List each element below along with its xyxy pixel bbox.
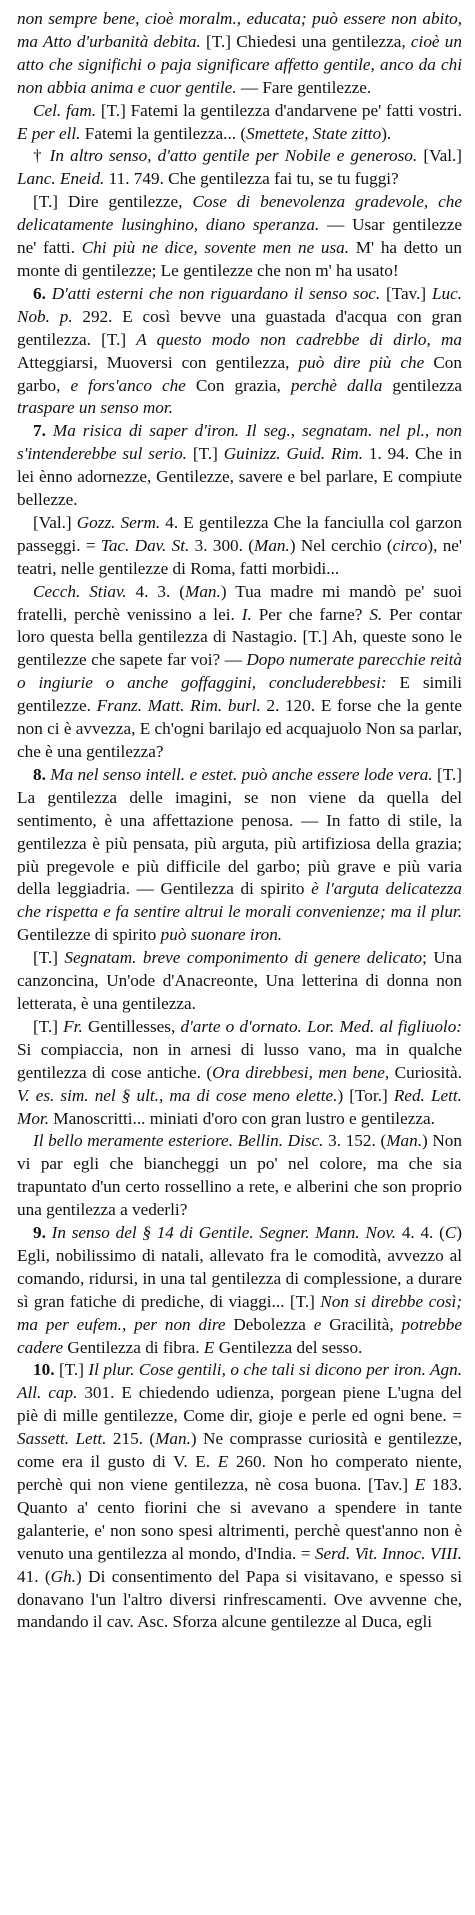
text-run: Con grazia, <box>185 375 291 395</box>
italic-text: cioè un atto che significhi o paja significare affetto gentile, anco da chi non abbia anima e cuor gentile. <box>17 31 462 97</box>
italic-text: è l'arguta delicatezza che rispetta e fa sentire altrui le morali convenienze; ma il plur. <box>17 879 463 922</box>
text-run: 4. 3. ( <box>126 581 185 601</box>
text-run: [Val.] <box>417 146 463 166</box>
italic-text: può suonare iron. <box>160 925 283 945</box>
italic-text: Il plur. Cose gentili, o che tali si dicono per iron. Agn. All. cap. <box>17 1360 463 1403</box>
text-run: Atteggiarsi, Muoversi con gentilezza, <box>17 352 299 372</box>
entry-paragraph <box>17 8 462 100</box>
text-run: 4. 4. ( <box>396 1223 445 1243</box>
text-run: ) Egli, nobilissimo di natali, allevato fra le comodità, avvezzo al comando, ridursi, in una tal gentilezza di complessione, a durare sì gran fatiche di prediche, di viaggi... [T.] <box>17 1223 463 1311</box>
text-run: Debolezza <box>225 1314 314 1334</box>
section-number: 8. <box>33 764 51 784</box>
text-run: † <box>33 146 50 166</box>
italic-text: Chi più ne dice, sovente men ne usa. <box>81 238 350 258</box>
italic-text: perchè dalla <box>290 375 383 395</box>
italic-text: A questo modo non cadrebbe di dirlo, ma <box>136 329 462 349</box>
text-run: ; Una canzoncina, Un'ode d'Anacreonte, Una letterina di donna non letterata, è una gentilezza. <box>17 948 462 1013</box>
text-run: [T.] <box>186 444 224 464</box>
text-run: ) Di consentimento del Papa si visitavano, e spesso si donavano l'un l'altro diversi rinfrescamenti. Ove avvenne che, mandando il cav. Asc. Sforza alcune gentilezze al Duca, egli <box>17 1566 462 1632</box>
italic-text: circo <box>392 535 428 555</box>
text-run: ) Nel cerchio ( <box>289 535 393 555</box>
italic-text: E <box>414 1475 426 1494</box>
italic-text: Cose di benevolenza gradevole, che delicatamente lusinghino, diano speranza. <box>17 192 462 235</box>
section-number: 6. <box>33 283 52 303</box>
entry-paragraph <box>17 581 462 764</box>
section-number: 9. <box>33 1223 52 1243</box>
text-run: Per che farne? <box>251 604 370 624</box>
italic-text: e <box>313 1314 322 1334</box>
text-run: Con garbo, <box>17 352 462 395</box>
italic-text: Segnatam. breve componimento di genere delicato <box>64 948 423 968</box>
italic-text: Gozz. Serm. <box>76 512 161 532</box>
text-run: ) [Tor.] <box>337 1085 394 1105</box>
entry-paragraph <box>17 512 462 581</box>
text-run: [T.] Chiedesi una gentilezza, <box>200 31 411 51</box>
entry-paragraph <box>17 100 462 146</box>
text-run: 183. Quanto a' cento fiorini che si avevano a spendere in tante galanterie, e' non sono spesi altrimenti, perchè quest'anno non è venuto una gentilezza al mondo, d'India. = <box>17 1475 462 1563</box>
text-run: 260. Non ho comperato niente, perchè qui non viene gentilezza, nè cosa buona. [Tav.] <box>17 1452 463 1494</box>
text-run: 292. E così bevve una guastada d'acqua con gran gentilezza. [T.] <box>17 306 462 349</box>
entry-paragraph <box>17 947 462 1016</box>
text-run: 215. ( <box>106 1429 156 1449</box>
entry-paragraph <box>17 1016 462 1131</box>
italic-text: Cel. fam. <box>33 100 97 120</box>
italic-text: S. <box>369 604 383 624</box>
text-run: ). <box>381 123 392 143</box>
italic-text: Man. <box>155 1429 191 1449</box>
italic-text: Non si direbbe così; ma per eufem., per non dire <box>17 1291 463 1334</box>
text-run: [T.] La gentilezza delle imagini, se non viene da quella del sentimento, è una affettazione penosa. — In fatto di stile, la gentilezza è più pensata, più arguta, più artifiziosa della grazia; più pregevole e più difficile del garbo; più grave e più varia della leggiadria. — Gentilezza di spirito <box>17 764 462 899</box>
italic-text: V. es. sim. nel § ult., ma di cose meno elette. <box>17 1085 338 1105</box>
text-run: gentilezza <box>382 375 462 395</box>
italic-text: Serd. Vit. Innoc. VIII. <box>314 1543 462 1563</box>
italic-text: Fr. <box>63 1016 83 1036</box>
text-run: E simili gentilezze. <box>17 673 462 716</box>
italic-text: Guinizz. Guid. Rim. <box>223 444 363 464</box>
italic-text: I. <box>241 604 252 624</box>
text-run: Gentilezza del sesso. <box>214 1337 363 1357</box>
italic-text: e fors'anco che <box>70 375 186 395</box>
section-7 <box>17 420 462 512</box>
italic-text: E <box>217 1452 229 1472</box>
section-number: 10. <box>33 1360 59 1380</box>
italic-text: potrebbe cadere <box>17 1314 462 1357</box>
italic-text: Man. <box>254 535 290 555</box>
text-run: Si compiaccia, non in arnesi di lusso vano, ma in qualche gentilezza di cose antiche. ( <box>17 1039 462 1082</box>
italic-text: Ora direbbesi, men bene, <box>212 1062 390 1082</box>
text-run: Fatemi la gentilezza... ( <box>80 123 247 143</box>
text-run: Curiosità. <box>389 1062 462 1082</box>
italic-text: Ma risica di saper d'iron. Il seg., segnatam. nel pl., non s'intenderebbe sul serio. <box>17 421 462 464</box>
italic-text: Luc. Nob. p. <box>17 283 463 326</box>
italic-text: Man. <box>185 581 221 601</box>
italic-text: D'atti esterni che non riguardano il senso soc. <box>51 283 381 303</box>
text-run: ) Tua madre mi mandò pe' suoi fratelli, perchè venissino a lei. <box>17 581 462 624</box>
text-run: 3. 300. ( <box>189 535 255 555</box>
text-run: Manoscritti... miniati d'oro con gran lustro e gentilezza. <box>49 1108 435 1128</box>
italic-text: Red. Lett. Mor. <box>17 1085 462 1128</box>
text-run: 41. ( <box>17 1566 51 1586</box>
section-8 <box>17 764 462 947</box>
section-6 <box>17 283 462 420</box>
text-run: [T.] <box>33 1016 64 1036</box>
italic-text: Dopo numerate parecchie reità o ingiurie o anche goffaggini, concluderebbesi: <box>17 650 462 693</box>
text-run: ) Non vi par egli che biancheggi un po' nel colore, ma che sia trapuntato d'un certo rossellino a rete, e alberini che son proprio una gentilezza a vederli? <box>17 1131 462 1220</box>
entry-paragraph <box>17 145 462 191</box>
text-run: [Val.] <box>33 512 77 532</box>
text-run: 11. 749. Che gentilezza fai tu, se tu fuggi? <box>104 169 399 189</box>
text-run: [T.] <box>33 948 65 968</box>
text-run: M' ha detto un monte di gentilezze; Le gentilezze che non m' ha usato! <box>17 238 462 280</box>
text-run: 3. 152. ( <box>323 1131 387 1151</box>
italic-text: Ma nel senso intell. e estet. può anche essere lode vera. <box>50 764 433 784</box>
entry-paragraph <box>17 191 462 283</box>
italic-text: Tac. Dav. St. <box>100 535 190 555</box>
text-run: 2. 120. E forse che la gente non ci è avvezza, E ch'ogni barilajo ed acquajuolo Non sa parlar, che è una gentilezza? <box>17 696 462 761</box>
italic-text: d'arte o d'ornato. Lor. Med. al figliuolo: <box>180 1016 463 1036</box>
text-run: — Usar gentilezze ne' fatti. <box>17 215 462 258</box>
italic-text: E <box>203 1337 215 1357</box>
text-run: 1. 94. Che in lei ènno adornezze, Gentilezze, savere e bel parlare, E compiute bellezze. <box>17 444 462 510</box>
text-run: Per contar loro questa bella gentilezza di Nastagio. [T.] Ah, queste sono le gentilezze che sapete far voi? — <box>17 604 462 670</box>
italic-text: può dire più che <box>298 352 425 372</box>
text-run: [T.] <box>58 1360 89 1380</box>
italic-text: Sassett. Lett. <box>17 1429 107 1449</box>
italic-text: In senso del § 14 di Gentile. Segner. Mann. Nov. <box>51 1223 397 1243</box>
italic-text: Smettete, State zitto <box>246 123 382 143</box>
text-run: — Fare gentilezze. <box>236 77 372 97</box>
italic-text: non sempre bene, cioè moralm., educata; può essere non abito, ma Atto d'urbanità debita. <box>17 9 462 51</box>
italic-text: In altro senso, d'atto gentile per Nobile e generoso. <box>49 146 418 166</box>
italic-text: traspare un senso mor. <box>17 398 173 418</box>
text-run: [T.] Fatemi la gentilezza d'andarvene pe' fatti vostri. <box>96 100 462 120</box>
italic-text: Franz. Matt. Rim. burl. <box>96 696 261 716</box>
italic-text: Lanc. Eneid. <box>17 169 105 189</box>
italic-text: Man. <box>386 1131 422 1151</box>
text-run: [Tav.] <box>380 283 432 303</box>
text-run: Gentilezza di fibra. <box>63 1337 204 1357</box>
text-run: Gentilezze di spirito <box>17 925 161 945</box>
entry-paragraph <box>17 1130 462 1222</box>
text-run: [T.] Dire gentilezze, <box>33 192 193 212</box>
section-9 <box>17 1222 462 1359</box>
text-run: Gentillesses, <box>82 1016 181 1036</box>
italic-text: Il bello meramente esteriore. Bellin. Disc. <box>33 1131 324 1151</box>
italic-text: C <box>444 1223 457 1243</box>
section-10 <box>17 1359 462 1634</box>
italic-text: Gh. <box>50 1566 76 1586</box>
section-number: 7. <box>33 421 53 441</box>
text-run: 4. E gentilezza Che la fanciulla col garzon passeggi. = <box>17 512 462 555</box>
text-run: ), ne' teatri, nelle gentilezze di Roma, fatti morbidi... <box>17 535 463 578</box>
text-run: 301. E chiedendo udienza, porgean piene L'ugna del piè di mille gentilezze, Come dir, gioje e perle ed ogni bene. = <box>17 1383 462 1426</box>
text-run: Gracilità, <box>321 1314 402 1334</box>
italic-text: E per ell. <box>17 123 81 143</box>
italic-text: Cecch. Stiav. <box>33 581 127 601</box>
text-run: ) Ne comprasse curiosità e gentilezze, come era il gusto di V. E. <box>17 1429 462 1472</box>
